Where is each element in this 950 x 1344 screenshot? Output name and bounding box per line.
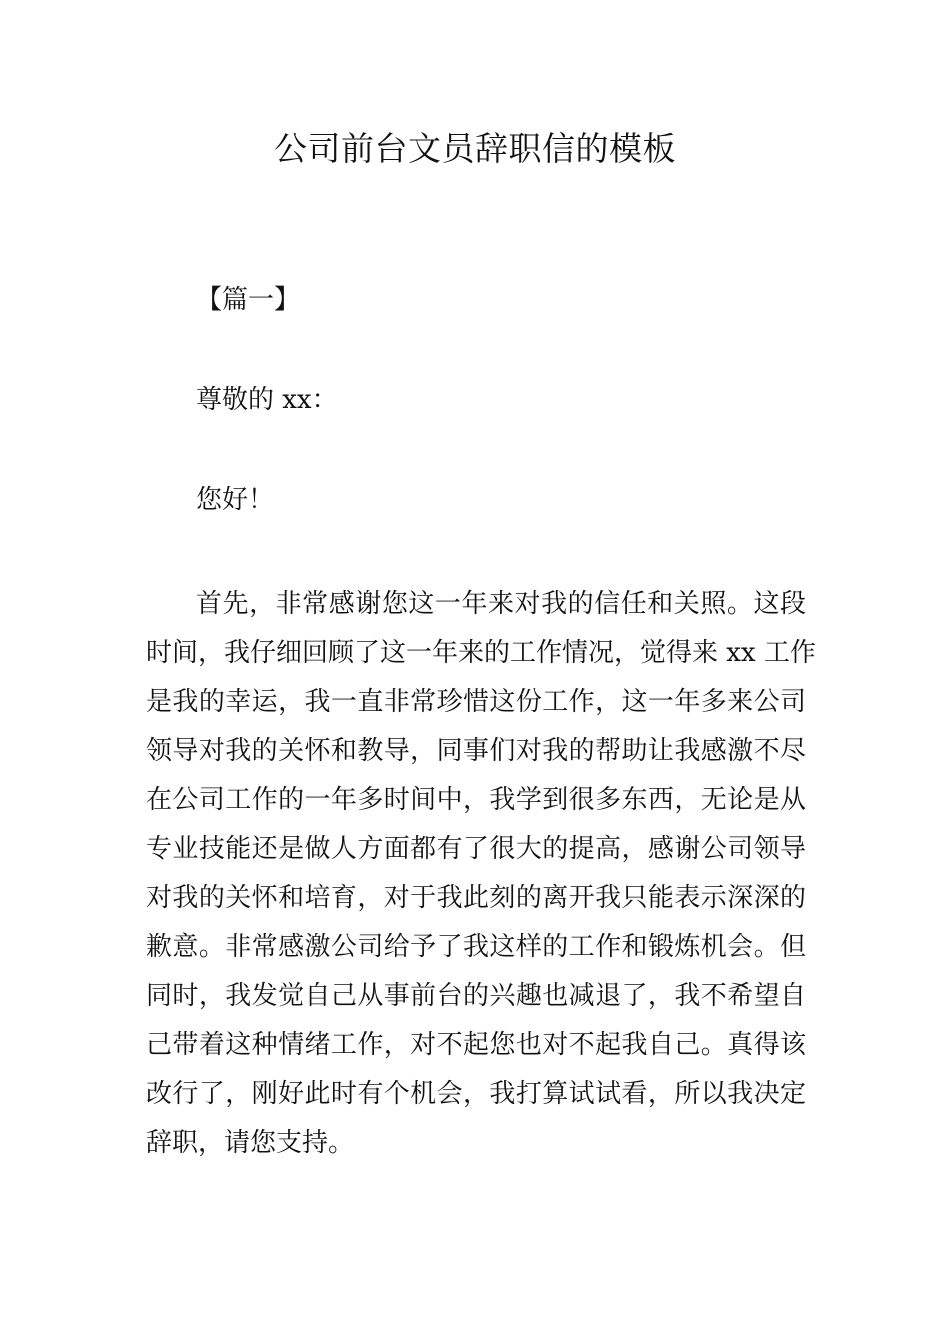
body-line: 己带着这种情绪工作，对不起您也对不起我自己。真得该: [146, 1030, 806, 1060]
body-line: 时间，我仔细回顾了这一年来的工作情况，觉得来 xx 工作: [146, 638, 816, 668]
body-line: 在公司工作的一年多时间中，我学到很多东西，无论是从: [146, 785, 806, 815]
body-line: 改行了，刚好此时有个机会，我打算试试看，所以我决定: [146, 1079, 806, 1109]
greeting: 您好！: [196, 485, 275, 515]
body-line: 专业技能还是做人方面都有了很大的提高，感谢公司领导: [146, 834, 806, 864]
letter-body: [146, 580, 816, 1168]
document-title: 公司前台文员辞职信的模板: [274, 129, 676, 168]
body-line: 首先，非常感谢您这一年来对我的信任和关照。这段: [196, 589, 806, 619]
body-line: 是我的幸运，我一直非常珍惜这份工作，这一年多来公司: [146, 687, 806, 717]
body-line: 同时，我发觉自己从事前台的兴趣也减退了，我不希望自: [146, 981, 806, 1011]
body-line: 领导对我的关怀和教导，同事们对我的帮助让我感激不尽: [146, 736, 806, 766]
salutation: 尊敬的 xx：: [196, 385, 338, 415]
body-line: 对我的关怀和培育，对于我此刻的离开我只能表示深深的: [146, 883, 806, 913]
body-line: 歉意。非常感激公司给予了我这样的工作和锻炼机会。但: [146, 932, 806, 962]
section-label: 【篇一】: [196, 285, 301, 315]
body-line: 辞职，请您支持。: [146, 1128, 355, 1158]
